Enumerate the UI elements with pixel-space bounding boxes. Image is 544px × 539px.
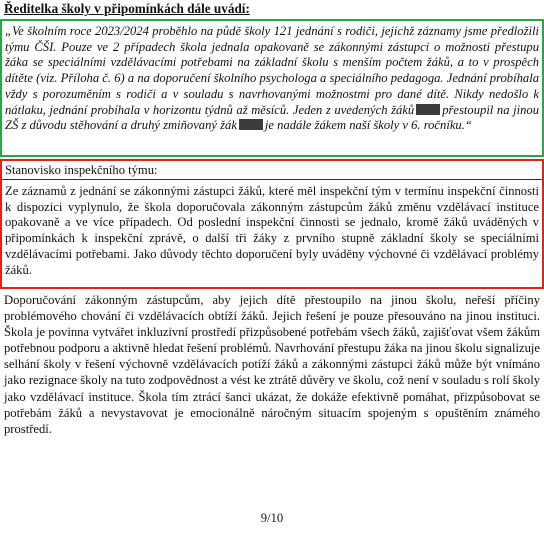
principal-quote bbox=[5, 24, 539, 134]
body-paragraph: Doporučování zákonným zástupcům, aby jejich dítě přestoupilo na jinou školu, neřeší příčiny problémového chování či vzdělávacích obtíží žáků. Jejich řešení je pouze přesouváno na jinou instituci. Škola je povinna vytvářet inkluzivní prostředí přizpůsobené potřebám všech žáků, zajišťovat všem žákům potřebnou podporu a aktivně hledat řešení problémů. Navrhování přestupu žáka na jinou školu signalizuje selhání školy v řešení výchovně vzdělávacích potíží žáků a zákonnými zástupci žáků může být vnímáno jako rezignace školy na tuto zodpovědnost a vést ke ztrátě důvěry ve školu, což není v souladu s rolí školy jako vzdělávací instituce. Škola tím ztrácí šanci ukázat, že dokáže efektivně pomáhat, přizpůsobovat se potřebám žáků a nevystavovat je emocionálně náročným situacím spojeným s opuštěním známého prostředí. bbox=[4, 293, 540, 436]
page-number: 9/10 bbox=[260, 511, 284, 525]
redacted-name-2 bbox=[239, 119, 263, 130]
quote-text-part2: přestoupil na jinou ZŠ z důvodu stěhování a druhý zmiňovaný žák bbox=[5, 102, 540, 133]
principal-quote-box bbox=[0, 19, 544, 157]
opinion-text: Ze záznamů z jednání se zákonnými zástupci žáků, které měl inspekční tým v termínu inspekční činnosti k dispozici vyplynulo, že škola doporučovala zákonným zástupcům žáků změnu vzdělávací instituce opakovaně a ve více případech. Od poslední inspekční činnosti se jednalo, kromě žáků uváděných v připomínkách k inspekční zprávě, o další tři žáky z prvního stupně základní školy se speciálními vzdělávacími potřebami. Jako důvody těchto doporučení byly uváděny výchovné či vzdělávací problémy žáků. bbox=[5, 184, 539, 277]
opinion-divider bbox=[2, 179, 542, 180]
inspection-opinion-box bbox=[0, 159, 544, 289]
quote-text-part3: je nadále žákem naší školy v 6. ročníku.“ bbox=[264, 118, 472, 133]
section-heading: Ředitelka školy v připomínkách dále uvádí: bbox=[4, 1, 250, 16]
quote-text-part1: „Ve školním roce 2023/2024 proběhlo na půdě školy 121 jednání s rodiči, jejichž záznamy jsme předložili týmu ČŠI. Pouze ve 2 případech škola jednala opakovaně se zákonnými zástupci o možnosti přestupu žáka se speciálními vzdělávacími potřebami na základní školu s menším počtem žáků, a to v prospěch dítěte (viz. Příloha č. 6) a na doporučení školního psychologa a speciálního pedagoga. Jednání probíhala vždy s porozuměním s rodiči a v souladu s navrhovanými možnostmi pro dané dítě. Nikdy nedošlo k nátlaku, jednání probíhala v horizontu týdnů až měsíců. Jeden z uvedených žáků bbox=[5, 24, 539, 117]
opinion-label: Stanovisko inspekčního týmu: bbox=[5, 163, 158, 177]
redacted-name-1 bbox=[416, 104, 440, 115]
